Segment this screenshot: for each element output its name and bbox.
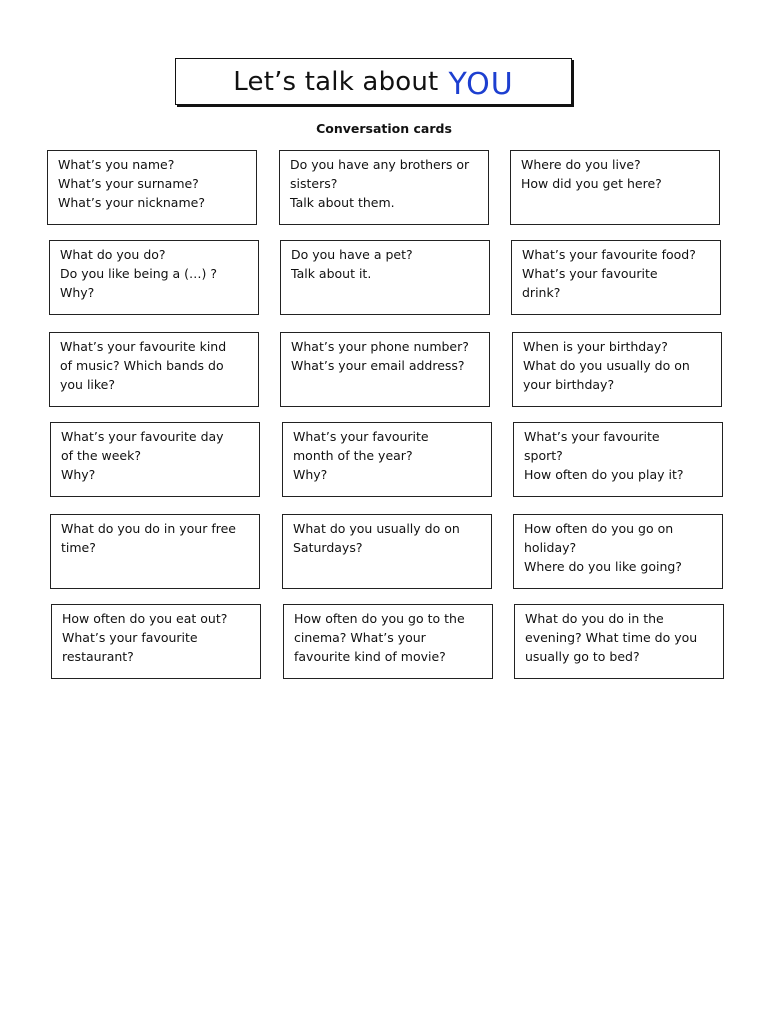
- card-question-line: How often do you eat out?: [62, 611, 228, 626]
- conversation-card: [513, 514, 723, 589]
- conversation-card: [47, 150, 257, 225]
- card-question-line: What’s your favourite kind: [60, 339, 227, 354]
- card-question-line: How often do you go on: [524, 521, 674, 536]
- card-question-line: time?: [61, 540, 96, 555]
- card-question-line: What’s your email address?: [291, 358, 465, 373]
- card-question-line: Why?: [60, 285, 95, 300]
- conversation-card: [283, 604, 493, 679]
- card-question-line: What’s your favourite day: [61, 429, 224, 444]
- card-question-line: What do you do in the: [525, 611, 664, 626]
- card-question-line: cinema? What’s your: [294, 630, 426, 645]
- card-question-line: What’s your favourite: [293, 429, 429, 444]
- card-question-line: How did you get here?: [521, 176, 662, 191]
- conversation-card: [50, 422, 260, 497]
- page-title: Let’s talk about: [233, 66, 439, 97]
- card-question-line: Do you have a pet?: [291, 247, 413, 262]
- card-question-line: holiday?: [524, 540, 577, 555]
- card-question-line: sisters?: [290, 176, 338, 191]
- conversation-card: [282, 514, 492, 589]
- card-question-line: Saturdays?: [293, 540, 363, 555]
- conversation-card: [510, 150, 720, 225]
- card-question-line: How often do you play it?: [524, 467, 684, 482]
- card-question-line: usually go to bed?: [525, 649, 640, 664]
- conversation-card: [511, 240, 721, 315]
- card-question-line: What’s you name?: [58, 157, 175, 172]
- conversation-card: [49, 332, 259, 407]
- card-question-line: of the week?: [61, 448, 141, 463]
- card-question-line: sport?: [524, 448, 563, 463]
- conversation-card: [512, 332, 722, 407]
- page-subtitle: Conversation cards: [316, 121, 452, 136]
- conversation-card: [282, 422, 492, 497]
- card-question-line: Why?: [293, 467, 328, 482]
- card-question-line: you like?: [60, 377, 116, 392]
- card-question-line: drink?: [522, 285, 561, 300]
- conversation-card: [50, 514, 260, 589]
- card-question-line: When is your birthday?: [523, 339, 668, 354]
- page-title-accent: YOU: [448, 67, 514, 102]
- card-question-line: month of the year?: [293, 448, 413, 463]
- card-question-line: your birthday?: [523, 377, 615, 392]
- card-question-line: Do you have any brothers or: [290, 157, 470, 172]
- conversation-card: [280, 332, 490, 407]
- card-question-line: What’s your favourite: [522, 266, 658, 281]
- card-question-line: What’s your favourite food?: [522, 247, 696, 262]
- card-question-line: Talk about it.: [291, 266, 372, 281]
- title-box: [175, 58, 572, 105]
- card-question-line: restaurant?: [62, 649, 134, 664]
- card-question-line: Why?: [61, 467, 96, 482]
- card-question-line: What do you usually do on: [293, 521, 460, 536]
- conversation-card: [280, 240, 490, 315]
- conversation-card: [513, 422, 723, 497]
- card-question-line: Do you like being a (…) ?: [60, 266, 218, 281]
- conversation-card: [49, 240, 259, 315]
- conversation-card: [279, 150, 489, 225]
- card-question-line: What do you usually do on: [523, 358, 690, 373]
- card-question-line: How often do you go to the: [294, 611, 465, 626]
- card-question-line: What’s your phone number?: [291, 339, 469, 354]
- conversation-card: [51, 604, 261, 679]
- card-question-line: What do you do in your free: [61, 521, 236, 536]
- card-question-line: of music? Which bands do: [60, 358, 224, 373]
- card-question-line: What’s your surname?: [58, 176, 199, 191]
- conversation-card: [514, 604, 724, 679]
- card-question-line: Where do you live?: [521, 157, 641, 172]
- card-question-line: Where do you like going?: [524, 559, 682, 574]
- card-question-line: What do you do?: [60, 247, 166, 262]
- card-question-line: favourite kind of movie?: [294, 649, 446, 664]
- card-question-line: What’s your nickname?: [58, 195, 205, 210]
- card-question-line: What’s your favourite: [524, 429, 660, 444]
- card-question-line: evening? What time do you: [525, 630, 698, 645]
- card-question-line: What’s your favourite: [62, 630, 198, 645]
- card-question-line: Talk about them.: [290, 195, 395, 210]
